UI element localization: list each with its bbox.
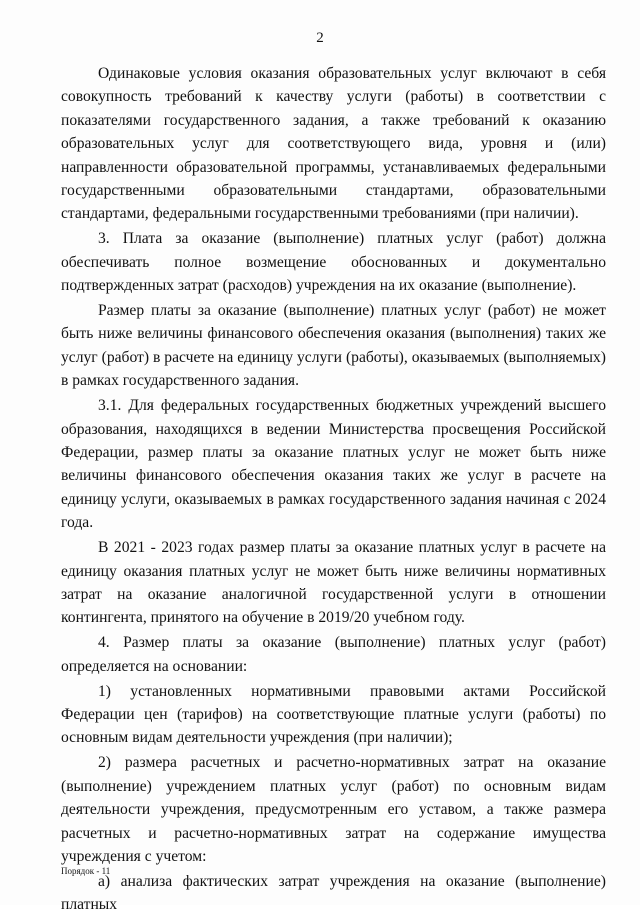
paragraph-item-4: 4. Размер платы за оказание (выполнение) платных услуг (работ) определяется на основании: (61, 634, 606, 675)
paragraph-fee-size: Размер платы за оказание (выполнение) платных услуг (работ) не может быть ниже величины финансового обеспечения оказания (выполнения) таких же услуг (работ) в расчете на единицу услуги (работы), оказываемых (выполняемых) в рамках государственного задания. (61, 302, 606, 390)
page-footer: Порядок - 11 (61, 866, 111, 876)
document-body (61, 62, 606, 918)
paragraph-item-3-1: 3.1. Для федеральных государственных бюджетных учреждений высшего образования, находящихся в ведении Министерства просвещения Российской Федерации, размер платы за оказание платных услуг не может быть ниже величины финансового обеспечения оказания таких же услуг в расчете на единицу услуги, оказываемых в рамках государственного задания начиная с 2024 года. (61, 397, 606, 532)
paragraph-subitem-1: 1) установленных нормативными правовыми актами Российской Федерации цен (тарифов) на соответствующие платные услуги (работы) по основным видам деятельности учреждения (при наличии); (61, 682, 606, 747)
paragraph-2021-2023: В 2021 - 2023 годах размер платы за оказание платных услуг в расчете на единицу оказания платных услуг не может быть ниже величины нормативных затрат на оказание аналогичной государственной услуги в отношении контингента, принятого на обучение в 2019/20 учебном году. (61, 539, 606, 627)
page-number: 2 (316, 30, 324, 46)
paragraph-subitem-a: а) анализа фактических затрат учреждения на оказание (выполнение) платных (61, 872, 606, 914)
paragraph-equal-conditions: Одинаковые условия оказания образовательных услуг включают в себя совокупность требований к качеству услуги (работы) в соответствии с показателями государственного задания, а также требований к оказанию образовательных услуг для соответствующего вида, уровня и (или) направленности образовательной программы, устанавливаемых федеральными государственными образовательными стандартами, образовательными стандартами, федеральными государственными требованиями (при наличии). (61, 65, 606, 223)
paragraph-subitem-2: 2) размера расчетных и расчетно-нормативных затрат на оказание (выполнение) учреждением платных услуг (работ) по основным видам деятельности учреждения, предусмотренным его уставом, а также размера расчетных и расчетно-нормативных затрат на содержание имущества учреждения с учетом: (61, 754, 606, 865)
paragraph-item-3: 3. Плата за оказание (выполнение) платных услуг (работ) должна обеспечивать полное возмещение обоснованных и документально подтвержденных затрат (расходов) учреждения на их оказание (выполнение). (61, 230, 606, 295)
